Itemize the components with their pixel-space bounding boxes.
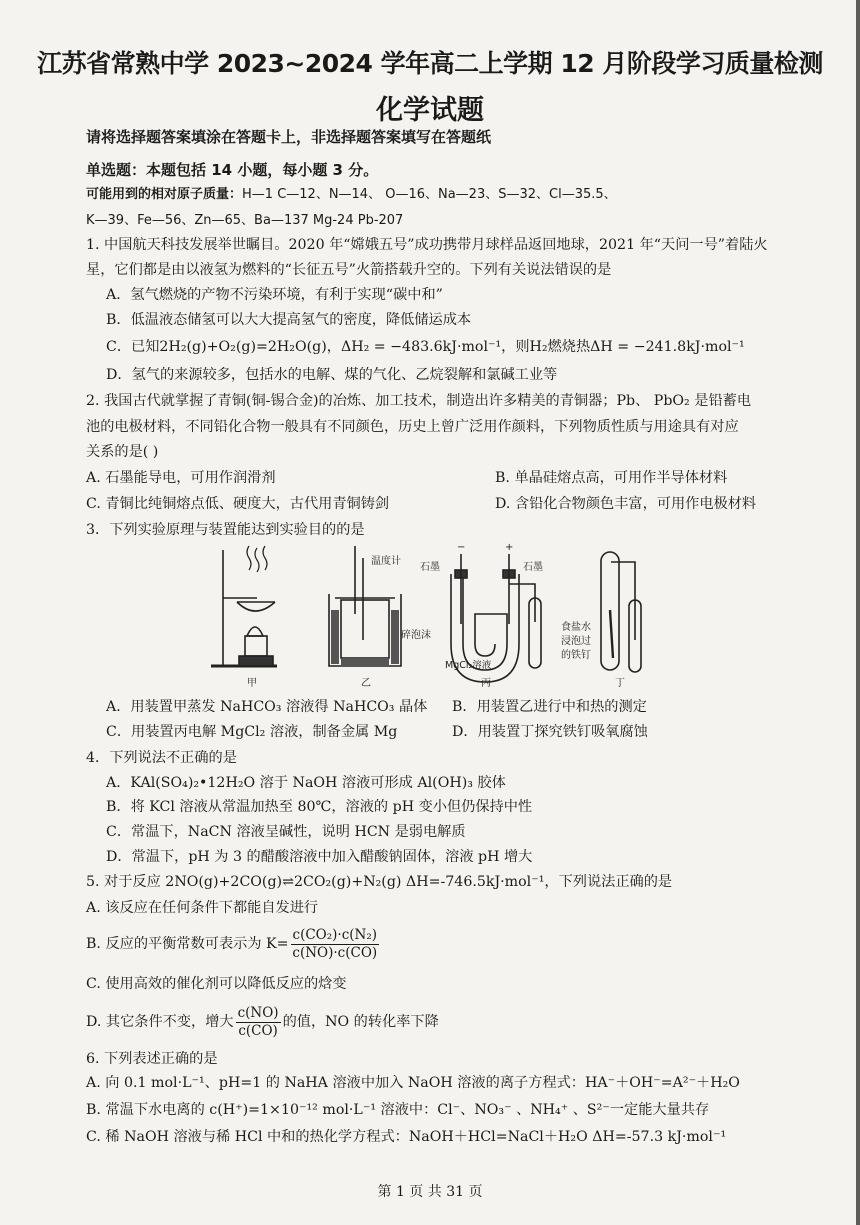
label-ding: 丁 bbox=[615, 678, 625, 689]
q4-option-b: B．将 KCl 溶液从常温加热至 80℃，溶液的 pH 变小但仍保持中性 bbox=[106, 799, 533, 815]
q5-b-denominator: c(NO)·c(CO) bbox=[292, 944, 378, 961]
q5-b-numerator: c(CO₂)·c(N₂) bbox=[292, 926, 378, 943]
q4-stem: 4．下列说法不正确的是 bbox=[86, 750, 237, 766]
q2-stem-line-2: 池的电极材料，不同铅化合物一般具有不同颜色，历史上曾广泛用作颜料，下列物质性质与用途具有对应 bbox=[86, 419, 739, 435]
atomic-mass-label: 可能用到的相对原子质量： bbox=[86, 187, 243, 202]
q6-option-a: A. 向 0.1 mol·L⁻¹、pH=1 的 NaHA 溶液中加入 NaOH 溶液的离子方程式：HA⁻＋OH⁻=A²⁻＋H₂O bbox=[86, 1075, 740, 1091]
page-footer: 第 1 页 共 31 页 bbox=[377, 1184, 483, 1200]
q2-stem-line-3: 关系的是( ) bbox=[86, 444, 159, 460]
q3-option-b: B．用装置乙进行中和热的测定 bbox=[452, 699, 647, 715]
label-plus: + bbox=[505, 542, 514, 553]
section-heading: 单选题：本题包括 14 小题，每小题 3 分。 bbox=[86, 161, 379, 179]
q3-stem: 3．下列实验原理与装置能达到实验目的的是 bbox=[86, 522, 365, 538]
q1-option-c: C．已知2H₂(g)+O₂(g)=2H₂O(g)，ΔH₂ = −483.6kJ·mol⁻¹，则H₂燃烧热ΔH = −241.8kJ·mol⁻¹ bbox=[106, 339, 745, 355]
label-foam: 碎泡沫 bbox=[401, 630, 431, 641]
label-graphite-left: 石墨 bbox=[420, 562, 440, 573]
q6-option-b: B. 常温下水电离的 c(H⁺)=1×10⁻¹² mol·L⁻¹ 溶液中：Cl⁻、NO₃⁻ 、NH₄⁺ 、S²⁻一定能大量共存 bbox=[86, 1102, 710, 1118]
label-bing: 丙 bbox=[481, 678, 491, 689]
q2-option-b: B. 单晶硅熔点高，可用作半导体材料 bbox=[495, 470, 728, 486]
q5-option-d-fraction bbox=[236, 1005, 281, 1040]
q2-stem-line-1: 2. 我国古代就掌握了青铜(铜-锡合金)的冶炼、加工技术，制造出许多精美的青铜器；Pb、 PbO₂ 是铅蓄电 bbox=[86, 393, 752, 409]
q4-option-a: A．KAl(SO₄)₂•12H₂O 溶于 NaOH 溶液可形成 Al(OH)₃ 胶体 bbox=[106, 775, 506, 791]
q5-option-b-prefix: B. 反应的平衡常数可表示为 K= bbox=[86, 936, 289, 952]
label-nail-3: 的铁钉 bbox=[561, 650, 591, 661]
q1-option-d: D．氢气的来源较多，包括水的电解、煤的气化、乙烷裂解和氯碱工业等 bbox=[106, 367, 558, 383]
q3-apparatus-figure bbox=[205, 540, 675, 690]
label-jia: 甲 bbox=[247, 678, 257, 689]
q1-option-b: B．低温液态储氢可以大大提高氢气的密度，降低储运成本 bbox=[106, 312, 472, 328]
q1-stem-line-2: 星，它们都是由以液氢为燃料的“长征五号”火箭搭载升空的。下列有关说法错误的是 bbox=[86, 262, 612, 278]
apparatus-ding bbox=[601, 552, 641, 672]
exam-title: 江苏省常熟中学 2023~2024 学年高二上学期 12 月阶段学习质量检测 bbox=[37, 49, 823, 78]
q5-d-denominator: c(CO) bbox=[238, 1022, 278, 1039]
atomic-mass-values-1: H—1 C—12、N—14、 O—16、Na—23、S—32、Cl—35.5、 bbox=[242, 187, 617, 202]
q5-option-a: A. 该反应在任何条件下都能自发进行 bbox=[86, 900, 319, 916]
q5-option-d bbox=[86, 1003, 439, 1041]
q5-d-numerator: c(NO) bbox=[237, 1004, 279, 1021]
q5-option-d-prefix: D. 其它条件不变，增大 bbox=[86, 1014, 234, 1030]
q5-option-d-suffix: 的值，NO 的转化率下降 bbox=[282, 1014, 439, 1030]
apparatus-jia bbox=[211, 546, 277, 666]
label-yi: 乙 bbox=[361, 678, 371, 689]
exam-subtitle: 化学试题 bbox=[376, 95, 484, 126]
q6-option-c: C. 稀 NaOH 溶液与稀 HCl 中和的热化学方程式：NaOH＋HCl=NaCl＋H₂O ΔH=-57.3 kJ·mol⁻¹ bbox=[86, 1129, 727, 1145]
q2-option-d: D. 含铅化合物颜色丰富，可用作电极材料 bbox=[495, 496, 757, 512]
q6-stem: 6. 下列表述正确的是 bbox=[86, 1051, 218, 1067]
label-mgcl2: MgCl₂溶液 bbox=[445, 660, 492, 671]
q5-option-b-fraction bbox=[291, 927, 380, 962]
q1-stem-line-1: 1. 中国航天科技发展举世瞩目。2020 年“嫦娥五号”成功携带月球样品返回地球，2021 年“天问一号”着陆火 bbox=[86, 237, 768, 253]
q5-option-c: C. 使用高效的催化剂可以降低反应的焓变 bbox=[86, 976, 347, 992]
scan-edge bbox=[856, 0, 860, 1225]
answer-note: 请将选择题答案填涂在答题卡上，非选择题答案填写在答题纸 bbox=[86, 128, 492, 146]
label-nail-1: 食盐水 bbox=[561, 622, 591, 633]
atomic-mass-line-1 bbox=[86, 185, 617, 205]
q3-option-c: C．用装置丙电解 MgCl₂ 溶液，制备金属 Mg bbox=[106, 724, 398, 740]
q1-option-a: A．氢气燃烧的产物不污染环境，有利于实现“碳中和” bbox=[106, 287, 443, 303]
label-nail-2: 浸泡过 bbox=[561, 636, 591, 647]
atomic-mass-line-2: K—39、Fe—56、Zn—65、Ba—137 Mg-24 Pb-207 bbox=[86, 213, 404, 228]
q4-option-d: D．常温下，pH 为 3 的醋酸溶液中加入醋酸钠固体，溶液 pH 增大 bbox=[106, 849, 533, 865]
label-minus: − bbox=[457, 542, 466, 553]
q5-option-b bbox=[86, 925, 381, 963]
q3-option-d: D．用装置丁探究铁钉吸氧腐蚀 bbox=[452, 724, 648, 740]
q5-stem: 5. 对于反应 2NO(g)+2CO(g)⇌2CO₂(g)+N₂(g) ΔH=-746.5kJ·mol⁻¹，下列说法正确的是 bbox=[86, 874, 673, 890]
label-graphite-right: 石墨 bbox=[523, 562, 543, 573]
q4-option-c: C．常温下，NaCN 溶液呈碱性，说明 HCN 是弱电解质 bbox=[106, 824, 466, 840]
label-thermometer: 温度计 bbox=[371, 556, 401, 567]
q3-option-a: A．用装置甲蒸发 NaHCO₃ 溶液得 NaHCO₃ 晶体 bbox=[106, 699, 428, 715]
q2-option-a: A. 石墨能导电，可用作润滑剂 bbox=[86, 470, 276, 486]
q2-option-c: C. 青铜比纯铜熔点低、硬度大，古代用青铜铸剑 bbox=[86, 496, 390, 512]
